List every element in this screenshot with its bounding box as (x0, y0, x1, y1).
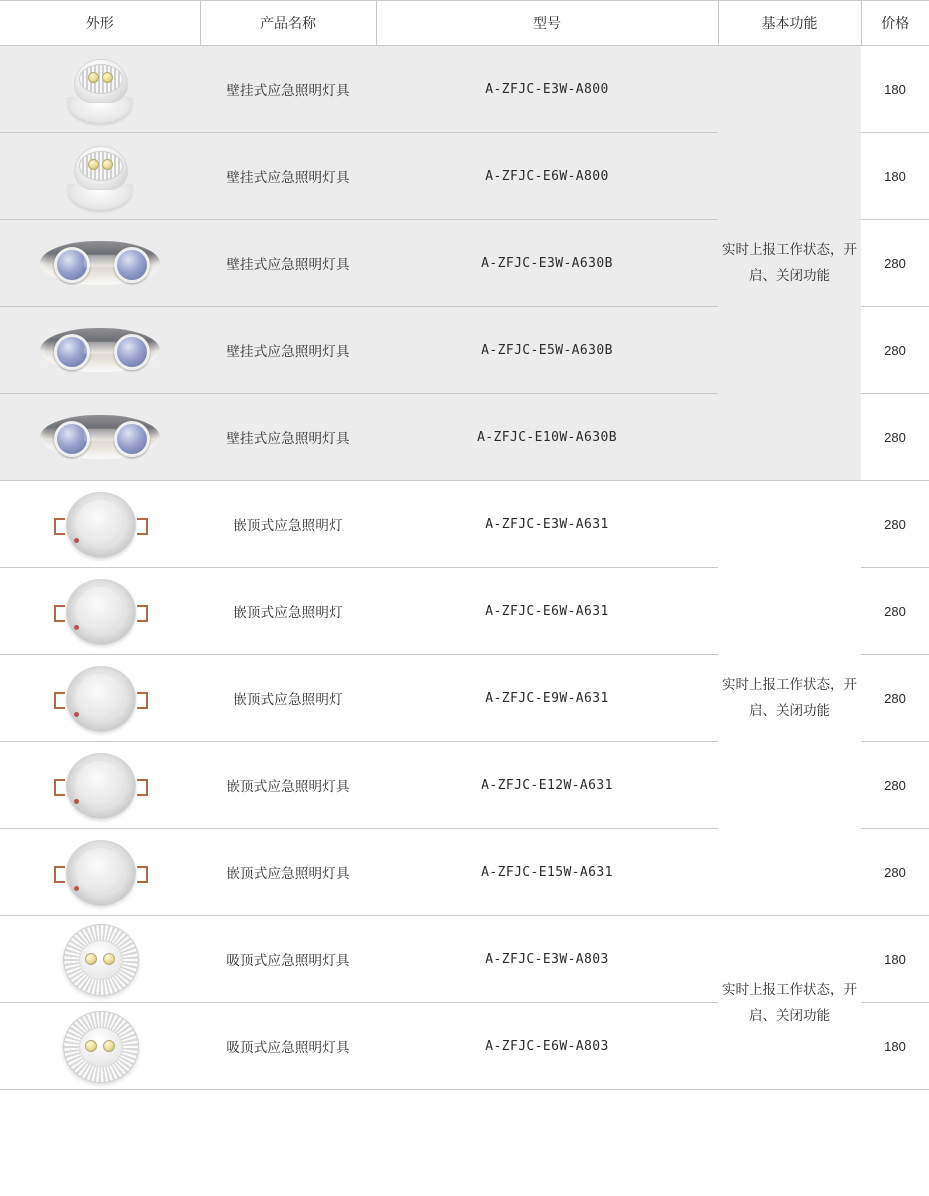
table-header (0, 1, 929, 46)
cell-model: A-ZFJC-E6W-A631 (376, 568, 718, 655)
cell-price: 280 (861, 829, 929, 916)
product-image-recessed-downlight (0, 481, 200, 567)
cell-model: A-ZFJC-E10W-A630B (376, 394, 718, 481)
cell-appearance (0, 307, 200, 394)
cell-model: A-ZFJC-E5W-A630B (376, 307, 718, 394)
cell-appearance (0, 1003, 200, 1090)
product-image-recessed-downlight (0, 829, 200, 915)
table-row (0, 481, 929, 568)
cell-model: A-ZFJC-E3W-A630B (376, 220, 718, 307)
product-image-twin-head-light (0, 220, 200, 306)
cell-appearance (0, 568, 200, 655)
cell-basic-function: 实时上报工作状态，开启、关闭功能 (718, 46, 861, 481)
cell-appearance (0, 916, 200, 1003)
cell-product-name: 壁挂式应急照明灯具 (200, 133, 376, 220)
cell-product-name: 嵌顶式应急照明灯 (200, 481, 376, 568)
cell-model: A-ZFJC-E3W-A631 (376, 481, 718, 568)
cell-model: A-ZFJC-E3W-A803 (376, 916, 718, 1003)
cell-model: A-ZFJC-E15W-A631 (376, 829, 718, 916)
product-image-twin-head-light (0, 394, 200, 480)
cell-appearance (0, 742, 200, 829)
cell-model: A-ZFJC-E3W-A800 (376, 46, 718, 133)
column-header-price: 价格 (861, 1, 929, 46)
cell-price: 280 (861, 742, 929, 829)
table-row (0, 916, 929, 1003)
cell-price: 280 (861, 220, 929, 307)
product-image-wall-dome-light (0, 133, 200, 219)
cell-price: 280 (861, 394, 929, 481)
cell-model: A-ZFJC-E12W-A631 (376, 742, 718, 829)
column-header-function: 基本功能 (718, 1, 861, 46)
table-body (0, 46, 929, 1090)
cell-appearance (0, 829, 200, 916)
product-image-twin-head-light (0, 307, 200, 393)
cell-appearance (0, 46, 200, 133)
cell-price: 180 (861, 1003, 929, 1090)
cell-price: 180 (861, 133, 929, 220)
cell-basic-function: 实时上报工作状态，开启、关闭功能 (718, 481, 861, 916)
column-header-model: 型号 (376, 1, 718, 46)
column-header-product-name: 产品名称 (200, 1, 376, 46)
cell-product-name: 嵌顶式应急照明灯 (200, 568, 376, 655)
product-image-wall-dome-light (0, 46, 200, 132)
cell-price: 180 (861, 916, 929, 1003)
cell-basic-function: 实时上报工作状态，开启、关闭功能 (718, 916, 861, 1090)
product-image-recessed-downlight (0, 655, 200, 741)
cell-appearance (0, 394, 200, 481)
product-image-ceiling-light (0, 1003, 200, 1089)
product-image-recessed-downlight (0, 568, 200, 654)
cell-model: A-ZFJC-E6W-A803 (376, 1003, 718, 1090)
cell-appearance (0, 655, 200, 742)
cell-product-name: 嵌顶式应急照明灯具 (200, 742, 376, 829)
cell-appearance (0, 220, 200, 307)
cell-product-name: 壁挂式应急照明灯具 (200, 46, 376, 133)
cell-price: 280 (861, 655, 929, 742)
table-row (0, 46, 929, 133)
cell-product-name: 吸顶式应急照明灯具 (200, 1003, 376, 1090)
cell-product-name: 嵌顶式应急照明灯具 (200, 829, 376, 916)
cell-model: A-ZFJC-E6W-A800 (376, 133, 718, 220)
cell-product-name: 壁挂式应急照明灯具 (200, 220, 376, 307)
cell-product-name: 嵌顶式应急照明灯 (200, 655, 376, 742)
cell-appearance (0, 481, 200, 568)
column-header-appearance: 外形 (0, 1, 200, 46)
cell-appearance (0, 133, 200, 220)
cell-model: A-ZFJC-E9W-A631 (376, 655, 718, 742)
product-image-recessed-downlight (0, 742, 200, 828)
cell-price: 280 (861, 481, 929, 568)
cell-price: 280 (861, 307, 929, 394)
cell-price: 280 (861, 568, 929, 655)
cell-product-name: 壁挂式应急照明灯具 (200, 394, 376, 481)
cell-price: 180 (861, 46, 929, 133)
cell-product-name: 吸顶式应急照明灯具 (200, 916, 376, 1003)
cell-product-name: 壁挂式应急照明灯具 (200, 307, 376, 394)
table-header-row (0, 1, 929, 46)
product-image-ceiling-light (0, 916, 200, 1002)
